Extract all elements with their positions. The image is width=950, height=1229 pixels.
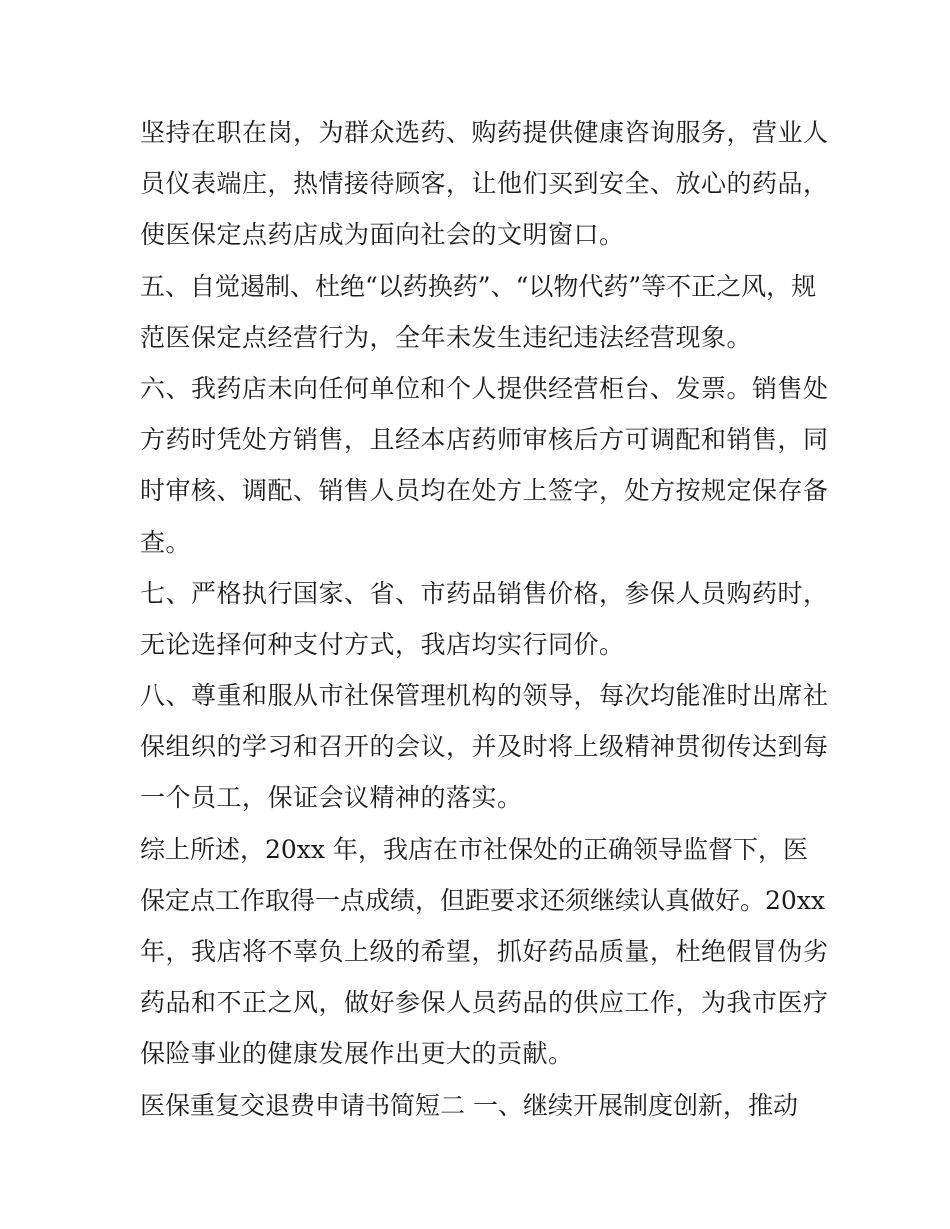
text-line: 范医保定点经营行为，全年未发生违纪违法经营现象。 xyxy=(140,322,753,352)
text-line: 无论选择何种支付方式，我店均实行同价。 xyxy=(140,629,625,659)
text-line: 七、严格执行国家、省、市药品销售价格，参保人员购药时， xyxy=(140,578,829,608)
text-line: 员仪表端庄，热情接待顾客，让他们买到安全、放心的药品， xyxy=(140,169,829,199)
text-line: 保险事业的健康发展作出更大的贡献。 xyxy=(140,1039,574,1069)
text-line: 五、自觉遏制、杜绝“以药换药”、“以物代药”等不正之风，规 xyxy=(140,271,817,301)
text-line: 医保重复交退费申请书简短二 一、继续开展制度创新，推动 xyxy=(140,1090,798,1120)
text-line: 时审核、调配、销售人员均在处方上签字，处方按规定保存备 xyxy=(140,476,829,506)
text-line: 年，我店将不辜负上级的希望，抓好药品质量，杜绝假冒伪劣 xyxy=(140,937,829,966)
text-line: 坚持在职在岗，为群众选药、购药提供健康咨询服务，营业人 xyxy=(140,118,829,147)
text-line: 六、我药店未向任何单位和个人提供经营柜台、发票。销售处 xyxy=(140,373,829,403)
text-line: 保定点工作取得一点成绩，但距要求还须继续认真做好。20xx xyxy=(140,885,826,915)
text-line: 综上所述，20xx 年，我店在市社保处的正确领导监督下，医 xyxy=(140,834,808,864)
document-body xyxy=(140,107,829,1131)
text-line: 查。 xyxy=(140,527,192,557)
text-line: 一个员工，保证会议精神的落实。 xyxy=(140,783,523,813)
text-line: 使医保定点药店成为面向社会的文明窗口。 xyxy=(140,220,625,250)
text-line: 八、尊重和服从市社保管理机构的领导，每次均能准时出席社 xyxy=(140,681,829,711)
text-line: 方药时凭处方销售，且经本店药师审核后方可调配和销售，同 xyxy=(140,425,829,455)
text-line: 药品和不正之风，做好参保人员药品的供应工作，为我市医疗 xyxy=(140,988,829,1018)
text-line: 保组织的学习和召开的会议，并及时将上级精神贯彻传达到每 xyxy=(140,732,829,762)
